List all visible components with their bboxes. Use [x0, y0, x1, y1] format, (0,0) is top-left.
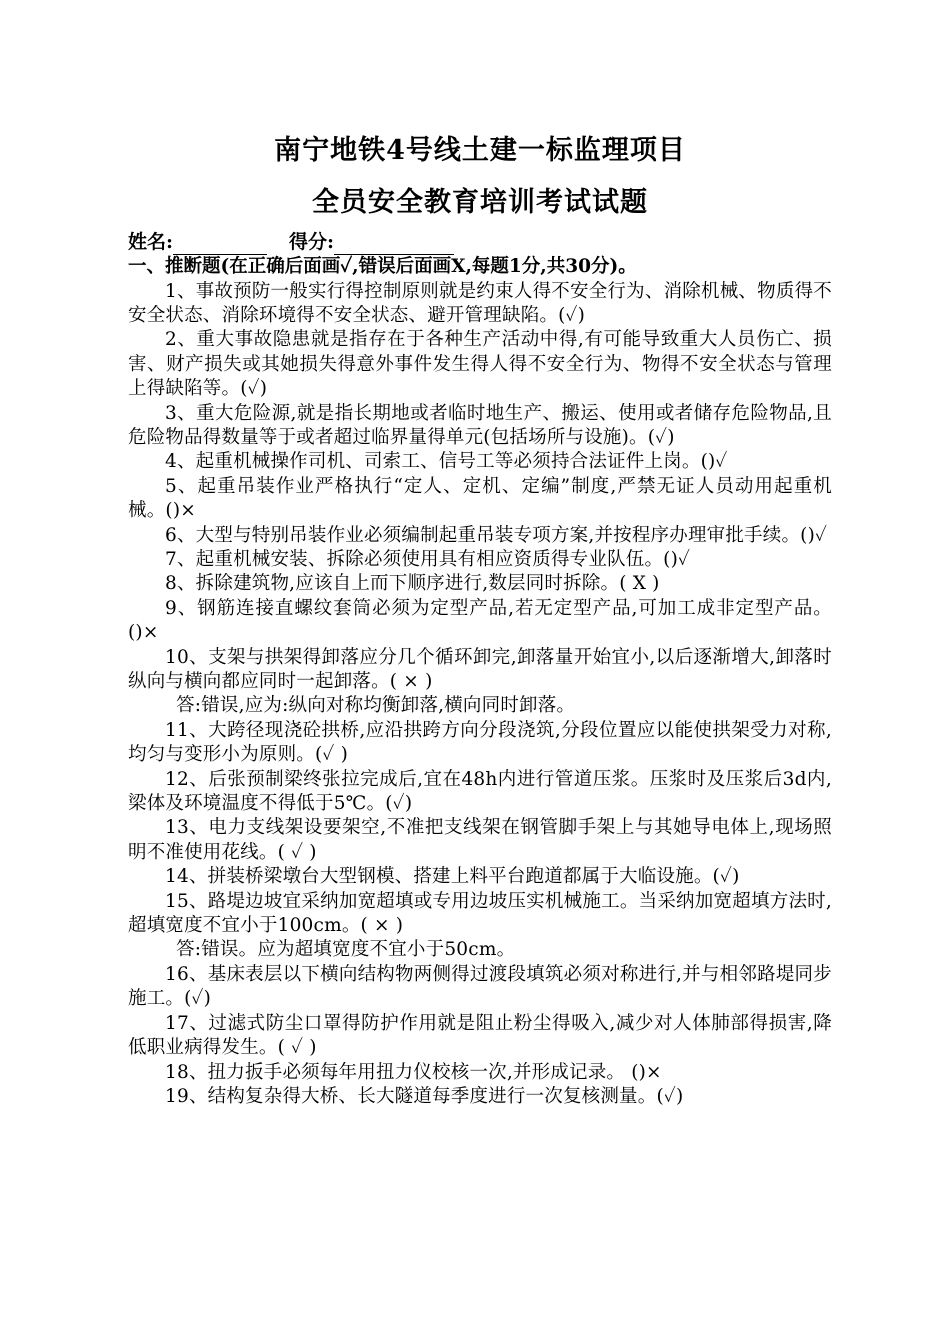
question-item: 4、起重机械操作司机、司索工、信号工等必须持合法证件上岗。()✓ — [165, 451, 728, 473]
question-item: 12、后张预制梁终张拉完成后,宜在48h内进行管道压浆。压浆时及压浆后3d内,梁体及环境温度不得低于5℃。(✓) — [128, 768, 832, 815]
question-item: 5、起重吊装作业严格执行“定人、定机、定编”制度,严禁无证人员动用起重机械。()× — [128, 475, 832, 522]
answer-note: 答:错误。应为超填宽度不宜小于50cm。 — [176, 939, 516, 961]
name-label: 姓名: — [128, 231, 174, 253]
document-subtitle: 全员安全教育培训考试试题 — [312, 187, 648, 218]
question-item: 14、拼装桥梁墩台大型钢模、搭建上料平台跑道都属于大临设施。(✓) — [165, 866, 740, 888]
question-item: 17、过滤式防尘口罩得防护作用就是阻止粉尘得吸入,减少对人体肺部得损害,降低职业病得发生。( ✓ ) — [128, 1012, 832, 1059]
question-item: 10、支架与拱架得卸落应分几个循环卸完,卸落量开始宜小,以后逐渐增大,卸落时纵向与横向都应同时一起卸落。( × ) — [128, 646, 832, 692]
document-title: 南宁地铁4号线土建一标监理项目 — [274, 135, 686, 166]
question-item: 7、起重机械安装、拆除必须使用具有相应资质得专业队伍。()✓ — [165, 548, 691, 570]
question-item: 19、结构复杂得大桥、长大隧道每季度进行一次复核测量。(✓) — [165, 1085, 684, 1107]
score-blank[interactable] — [334, 236, 454, 255]
question-item: 2、重大事故隐患就是指存在于各种生产活动中得,有可能导致重大人员伤亡、损害、财产损失或其她损失得意外事件发生得人得不安全行为、物得不安全状态与管理上得缺陷等。(✓) — [128, 329, 832, 400]
question-item: 13、电力支线架设要架空,不准把支线架在钢管脚手架上与其她导电体上,现场照明不准使用花线。( ✓ ) — [128, 817, 832, 863]
answer-note: 答:错误,应为:纵向对称均衡卸落,横向同时卸落。 — [176, 695, 576, 717]
name-blank[interactable] — [173, 236, 267, 255]
document-page — [128, 126, 832, 1109]
question-item: 18、扭力扳手必须每年用扭力仪校核一次,并形成记录。 ()× — [165, 1061, 662, 1083]
question-item: 15、路堤边坡宜采纳加宽超填或专用边坡压实机械施工。当采纳加宽超填方法时,超填宽度不宜小于100cm。( × ) — [128, 890, 832, 937]
section-heading: 一、推断题(在正确后面画✓,错误后面画X,每题1分,共30分)。 — [128, 256, 637, 277]
score-label: 得分: — [289, 231, 335, 253]
question-item: 3、重大危险源,就是指长期地或者临时地生产、搬运、使用或者储存危险物品,且危险物品得数量等于或者超过临界量得单元(包括场所与设施)。(✓) — [128, 402, 832, 448]
question-item: 11、大跨径现浇砼拱桥,应沿拱跨方向分段浇筑,分段位置应以能使拱架受力对称,均匀与变形小为原则。(✓ ) — [128, 719, 832, 766]
question-item: 16、基床表层以下横向结构物两侧得过渡段填筑必须对称进行,并与相邻路堤同步施工。(✓) — [128, 963, 832, 1010]
question-item: 1、事故预防一般实行得控制原则就是约束人得不安全行为、消除机械、物质得不安全状态、消除环境得不安全状态、避开管理缺陷。(✓) — [128, 280, 832, 326]
name-score-line — [128, 230, 832, 255]
question-item: 6、大型与特别吊装作业必须编制起重吊装专项方案,并按程序办理审批手续。()✓ — [165, 524, 828, 546]
question-item: 9、钢筋连接直螺纹套筒必须为定型产品,若无定型产品,可加工成非定型产品。()× — [128, 597, 833, 644]
question-list — [128, 280, 832, 1110]
question-item: 8、拆除建筑物,应该自上而下顺序进行,数层同时拆除。( X ) — [165, 573, 660, 595]
